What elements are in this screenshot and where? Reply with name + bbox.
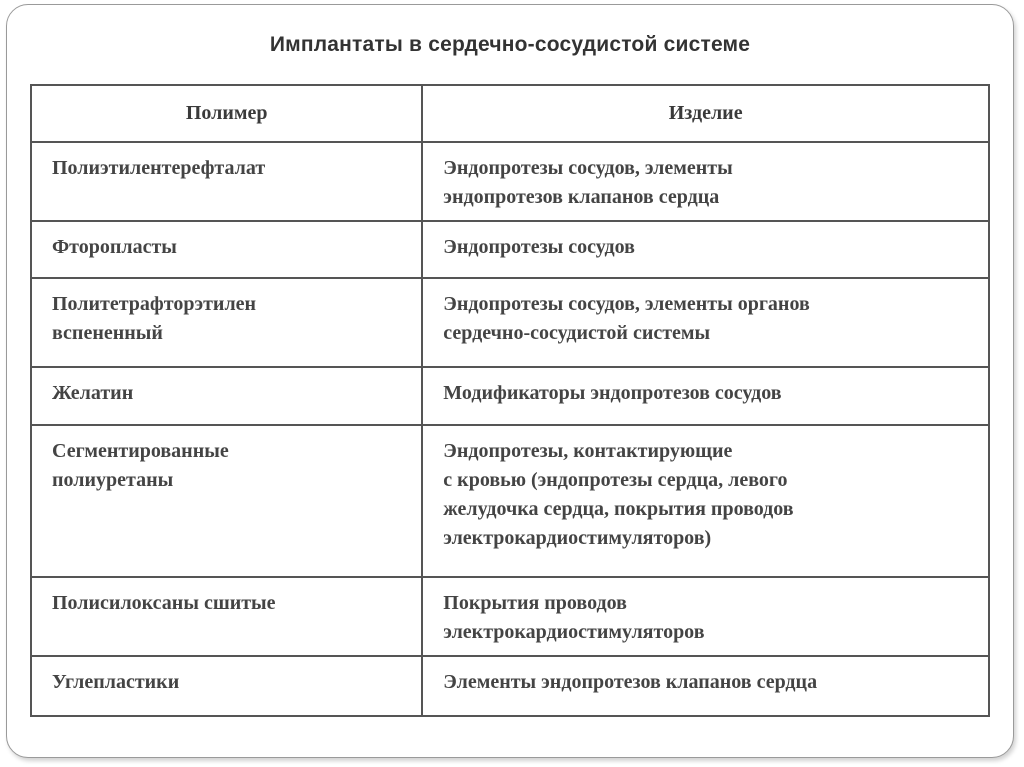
table-header-row (31, 85, 989, 142)
product-cell: Эндопротезы сосудов, элементы эндопротезов клапанов сердца (422, 142, 989, 221)
implants-table (30, 84, 990, 717)
polymer-cell: Фторопласты (31, 221, 422, 278)
polymer-cell: Углепластики (31, 656, 422, 716)
column-header-product: Изделие (422, 85, 989, 142)
polymer-cell: Сегментированные полиуретаны (31, 425, 422, 577)
column-header-polymer: Полимер (31, 85, 422, 142)
table-row (31, 142, 989, 221)
polymer-cell: Полисилоксаны сшитые (31, 577, 422, 656)
polymer-cell: Полиэтилентерефталат (31, 142, 422, 221)
table-row (31, 425, 989, 577)
product-cell: Модификаторы эндопротезов сосудов (422, 367, 989, 425)
polymer-cell: Желатин (31, 367, 422, 425)
table-row (31, 656, 989, 716)
product-cell: Покрытия проводов электрокардиостимуляторов (422, 577, 989, 656)
table-row (31, 367, 989, 425)
polymer-cell: Политетрафторэтилен вспененный (31, 278, 422, 367)
product-cell: Элементы эндопротезов клапанов сердца (422, 656, 989, 716)
table-row (31, 278, 989, 367)
product-cell: Эндопротезы сосудов, элементы органов сердечно-сосудистой системы (422, 278, 989, 367)
table-row (31, 577, 989, 656)
product-cell: Эндопротезы сосудов (422, 221, 989, 278)
table-row (31, 221, 989, 278)
page-title: Имплантаты в сердечно-сосудистой системе (269, 33, 751, 56)
product-cell: Эндопротезы, контактирующие с кровью (эндопротезы сердца, левого желудочка сердца, покрытия проводов электрокардиостимуляторов) (422, 425, 989, 577)
